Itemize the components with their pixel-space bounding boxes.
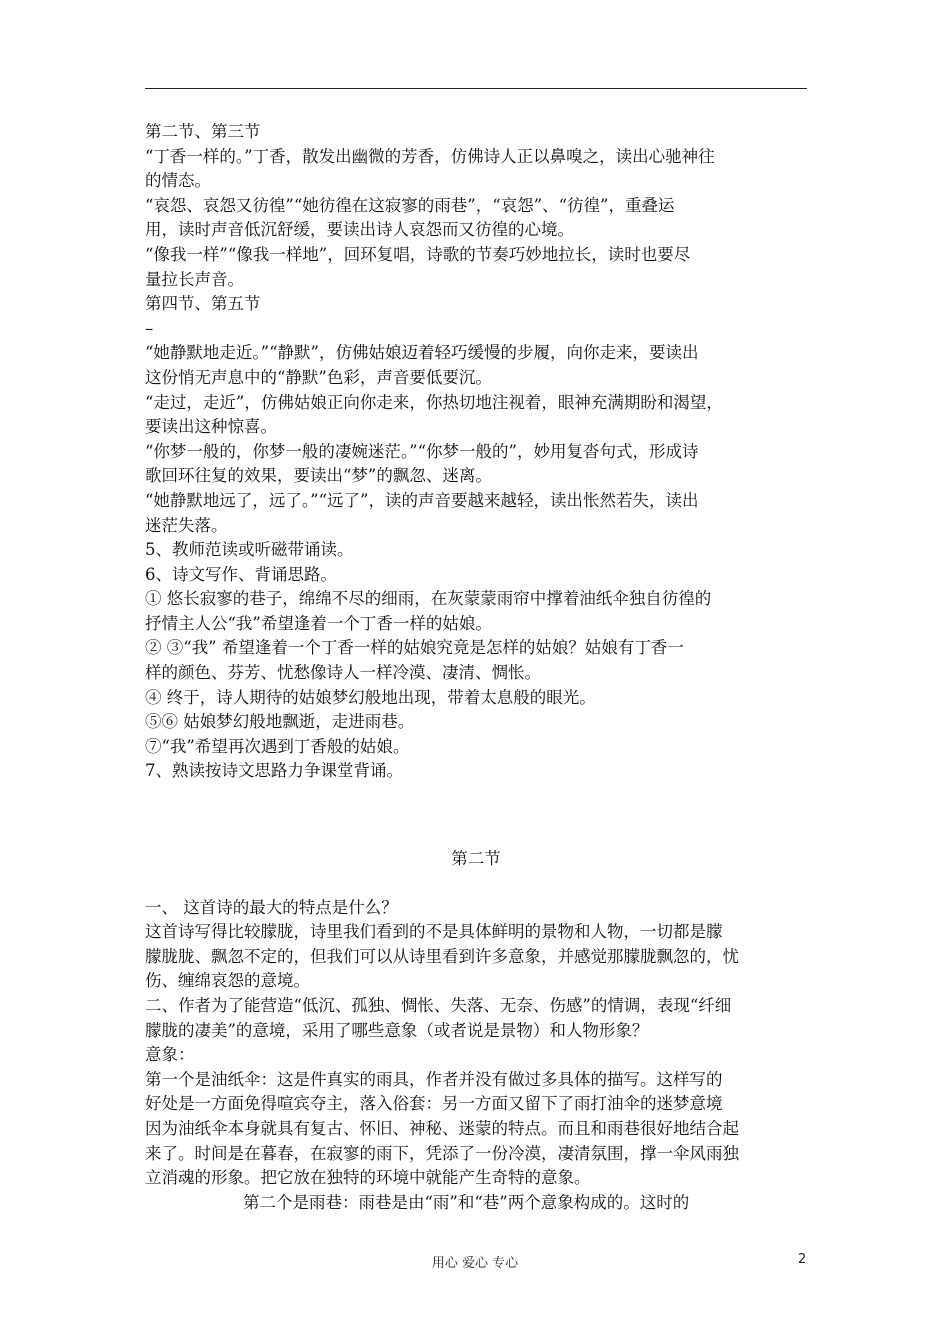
text-line: ① 悠长寂寥的巷子，绵绵不尽的细雨，在灰蒙蒙雨帘中撑着油纸伞独自彷徨的 [145,589,712,609]
text-line: 伤、缠绵哀怨的意境。 [145,971,310,991]
text-line: “走过，走近”，仿佛姑娘正向你走来，你热切地注视着，眼神充满期盼和渴望， [145,392,723,412]
spacer [145,872,807,896]
text-line: 迷茫失落。 [145,515,228,535]
text-line: – [145,318,154,338]
text-line: 7、熟读按诗文思路力争课堂背诵。 [145,761,403,781]
text-line: “哀怨、哀怨又彷徨”“她彷徨在这寂寥的雨巷”，“哀怨”、“彷徨”，重叠运 [145,195,675,215]
text-line: 第二节、第三节 [145,122,261,141]
section-title: 第二节 [451,849,501,869]
text-line: 用，读时声音低沉舒缓，要读出诗人哀怨而又彷徨的心境。 [145,220,574,240]
text-line: 这首诗写得比较朦胧，诗里我们看到的不是具体鲜明的景物和人物，一切都是朦 [145,922,723,942]
text-line: 要读出这种惊喜。 [145,417,277,437]
text-line: ⑤⑥ 姑娘梦幻般地飘逝，走进雨巷。 [145,712,415,732]
text-line: 朦胧的凄美”的意境，采用了哪些意象（或者说是景物）和人物形象？ [145,1020,649,1040]
text-line: 立消魂的形象。把它放在独特的环境中就能产生奇特的意象。 [145,1168,591,1188]
text-line: 这份悄无声息中的“静默”色彩，声音要低要沉。 [145,367,492,387]
page-number: 2 [798,1252,807,1267]
text-line: “她静默地远了，远了。”“远了”，读的声音要越来越轻，读出怅然若失，读出 [145,490,699,510]
document-body [145,120,807,1215]
text-line: 一、 这首诗的最大的特点是什么？ [145,897,398,917]
text-line: 样的颜色、芬芳、忧愁像诗人一样冷漠、凄清、惆怅。 [145,663,541,683]
text-line: “你梦一般的，你梦一般的凄婉迷茫。”“你梦一般的”，妙用复沓句式，形成诗 [145,441,699,461]
text-line: 歌回环往复的效果，要读出“梦”的飘忽、迷离。 [145,466,492,486]
text-line: 5、教师范读或听磁带诵读。 [145,540,354,560]
text-line: 第四节、第五节 [145,294,261,314]
text-line: ⑦“我”希望再次遇到丁香般的姑娘。 [145,736,410,756]
text-line: 第一个是油纸伞：这是件真实的雨具，作者并没有做过多具体的描写。这样写的 [145,1069,723,1089]
text-line: 抒情主人公“我”希望逢着一个丁香一样的姑娘。 [145,613,492,633]
text-line: 二、作者为了能营造“低沉、孤独、惆怅、失落、无奈、伤感”的情调，表现“纤细 [145,996,732,1015]
text-line: 朦胧胧、飘忽不定的，但我们可以从诗里看到许多意象，并感觉那朦胧飘忽的，忧 [145,946,739,966]
spacer [145,784,807,847]
text-line: “丁香一样的。”丁香，散发出幽微的芳香，仿佛诗人正以鼻嗅之，读出心驰神往 [145,146,715,166]
text-line: ② ③“我” 希望逢着一个丁香一样的姑娘究竟是怎样的姑娘？姑娘有丁香一 [145,638,684,658]
footer-slogan: 用心 爱心 专心 [431,1256,519,1271]
text-line: ④ 终于，诗人期待的姑娘梦幻般地出现，带着太息般的眼光。 [145,687,596,707]
text-line: “她静默地走近。”“静默”，仿佛姑娘迈着轻巧缓慢的步履，向你走来，要读出 [145,343,699,363]
text-line: 第二个是雨巷：雨巷是由“雨”和“巷”两个意象构成的。这时的 [243,1192,690,1212]
text-line: 量拉长声音。 [145,269,244,289]
text-line: 6、诗文写作、背诵思路。 [145,564,337,584]
text-line: “像我一样”“像我一样地”，回环复唱，诗歌的节奏巧妙地拉长，读时也要尽 [145,244,691,264]
text-line: 因为油纸伞本身就具有复古、怀旧、神秘、迷蒙的特点。而且和雨巷很好地结合起 [145,1118,739,1138]
text-line: 好处是一方面免得喧宾夺主，落入俗套：另一方面又留下了雨打油伞的迷梦意境 [145,1094,723,1114]
text-line: 的情态。 [145,171,211,191]
text-line: 意象： [145,1045,195,1065]
header-rule [145,88,807,89]
text-line: 来了。时间是在暮春，在寂寥的雨下，凭添了一份冷漠，凄清氛围，撑一伞风雨独 [145,1143,739,1163]
